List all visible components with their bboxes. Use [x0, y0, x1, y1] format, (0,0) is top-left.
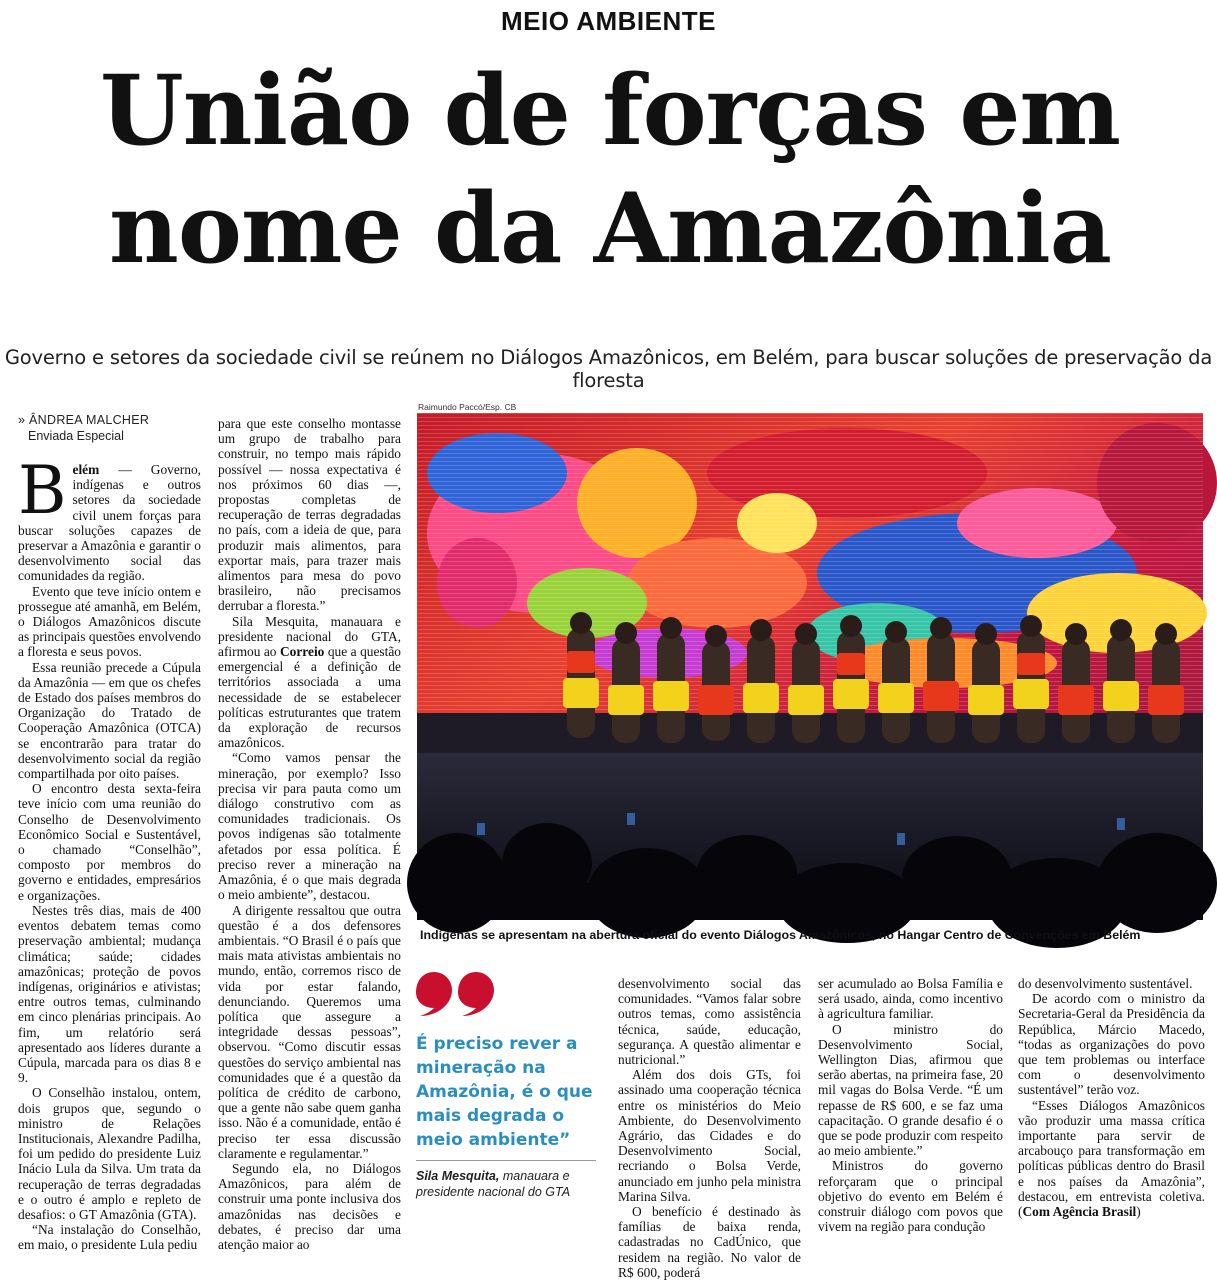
- quote-marks-icon: [416, 970, 496, 1023]
- article-paragraph: Essa reunião precede a Cúpula da Amazônia — em que os chefes de Estado dos países membros do Organização do Tratado de Cooperação Amazônica (OTCA) se encontrarão para tratar do desenvolvimento social da região compartilhada por oito países.: [18, 659, 201, 782]
- byline: [18, 412, 149, 444]
- article-paragraph: Ministros do governo reforçaram que o principal objetivo do evento em Belém é construir diálogo com povos que vivem na região para condução: [818, 1158, 1003, 1235]
- headline-line-2: nome da Amazônia: [109, 172, 1111, 285]
- article-column-5: [1018, 976, 1205, 1242]
- article-paragraph: do desenvolvimento sustentável.: [1018, 976, 1193, 991]
- article-paragraph: Belém — Governo, indígenas e outros setores da sociedade civil unem forças para buscar soluções capazes de preservar a Amazônia e garantir o desenvolvimento social das comunidades da região.: [18, 452, 201, 584]
- article-paragraph: “Esses Diálogos Amazônicos vão produzir uma massa crítica importante para servir de arcabouço para transformação em políticas públicas dentro do Brasil e nos países da Amazônia”, destacou, em entrevista coletiva. (Com Agência Brasil): [1018, 1097, 1205, 1220]
- article-paragraph: O Conselhão instalou, ontem, dois grupos que, segundo o ministro de Relações Institucionais, Alexandre Padilha, foi um pedido do presidente Luiz Inácio Lula da Silva. Um trata da recuperação de terras degradadas e o outro é amplo e repleto de desafios: o GT Amazônia (GTA).: [18, 1085, 201, 1222]
- stage-photo-illustration: [417, 413, 1203, 920]
- headline: [20, 52, 1200, 288]
- event-photo: [417, 413, 1203, 920]
- pull-quote-divider: [416, 1160, 596, 1161]
- pull-quote: É preciso rever a mineração na Amazônia, é o que mais degrada o meio ambiente”: [416, 1034, 593, 1150]
- headline-line-1: União de forças em: [100, 54, 1120, 167]
- article-paragraph: ser acumulado ao Bolsa Família e será usado, ainda, como incentivo à agricultura familiar.: [818, 976, 1003, 1022]
- author-role: Enviada Especial: [28, 429, 124, 443]
- author-name: » ÂNDREA MALCHER: [18, 413, 150, 427]
- drop-cap: B: [18, 452, 67, 529]
- article-paragraph: “Na instalação do Conselhão, em maio, o presidente Lula pediu: [18, 1222, 201, 1253]
- pull-quote-attribution: Sila Mesquita, manauara e presidente nacional do GTA: [416, 1169, 571, 1199]
- article-paragraph: Nestes três dias, mais de 400 eventos debatem temas como preservação ambiental; mudança climática; saúde; cidades amazônicas; proteção de povos indígenas, originários e ativistas; entre outros temas, culminando em cinco plenárias principais. Ao fim, um relatório será apresentado aos líderes durante a Cúpula, marcada para os dias 8 e 9.: [18, 902, 201, 1086]
- article-paragraph: De acordo com o ministro da Secretaria-Geral da Presidência da República, Márcio Macedo, “todas as organizações do povo que tem problemas ou interface com o desenvolvimento sustentável” terão voz.: [1018, 991, 1205, 1098]
- article-column-3: [618, 976, 801, 1280]
- article-column-1: [18, 452, 201, 1253]
- article-paragraph: Sila Mesquita, manauara e presidente nacional do GTA, afirmou ao Correio que a questão emergencial é a definição de territórios associada a uma necessidade de se estabelecer políticas estruturantes que tratem da exploração de recursos amazônicos.: [218, 613, 401, 751]
- article-paragraph: O ministro do Desenvolvimento Social, Wellington Dias, afirmou que serão abertas, na primeira fase, 20 mil vagas do Bolsa Verde. “É um repasse de R$ 600, e se faz uma capacitação. O grande desafio é o que se pode produzir com respeito ao meio ambiente.”: [818, 1021, 1003, 1159]
- article-paragraph: O benefício é destinado às famílias de baixa renda, cadastradas no CadÚnico, que residem na região. No valor de R$ 600, poderá: [618, 1204, 801, 1280]
- dateline: elém: [72, 462, 100, 477]
- article-paragraph: A dirigente ressaltou que outra questão é a dos defensores ambientais. “O Brasil é o país que mais mata ativistas ambientais no mundo, então, corremos risco de vida por estar falando, denunciando. Queremos uma política que assegure a integridade dessas pessoas”, observou. “Como discutir essas questões do serviço ambiental nas comunidades que é a questão da política de crédito de carbono, que a gente não sabe quem ganha isso. Não é a comunidade, então é preciso ter essa discussão claramente e regulamentar.”: [218, 902, 401, 1161]
- article-column-2: [218, 416, 401, 1252]
- photo-credit: Raimundo Paccó/Esp. CB: [418, 402, 517, 412]
- section-label: MEIO AMBIENTE: [501, 6, 716, 36]
- article-paragraph: Além dos dois GTs, foi assinado uma cooperação técnica entre os ministérios do Meio Ambiente, do Desenvolvimento Agrário, das Cidades e do Desenvolvimento Social, recriando o Bolsa Verde, anunciado em junho pela ministra Marina Silva.: [618, 1067, 801, 1204]
- article-paragraph: O encontro desta sexta-feira teve início com uma reunião do Conselho de Desenvolvimento Econômico Social e Sustentável, o chamado “Conselhão”, composto por membros do governo e entidades, empresários e organizações.: [18, 781, 201, 903]
- article-paragraph: “Como vamos pensar the mineração, por exemplo? Isso precisa vir para pauta como um diálogo construtivo com as comunidades tradicionais. Os povos indígenas são totalmente afetados por essa política. É preciso rever a mineração na Amazônia, é o que mais degrada o meio ambiente”, destacou.: [218, 750, 401, 903]
- article-paragraph: Segundo ela, no Diálogos Amazônicos, para além de construir uma ponte inclusiva dos amazônidas nas decisões e debates, é preciso dar uma atenção maior ao: [218, 1160, 401, 1252]
- article-paragraph: para que este conselho montasse um grupo de trabalho para construir, no tempo mais rápido possível — nossa expectativa é nos próximos 60 dias —, propostas completas de recuperação de terras degradadas no país, com a ideia de que, para produzir mais alimentos, para exportar mais, para trazer mais alimentos para mesa do povo brasileiro, não precisamos derrubar a floresta.”: [218, 416, 401, 614]
- article-paragraph: Evento que teve início ontem e prossegue até amanhã, em Belém, o Diálogos Amazônicos discute as principais questões envolvendo a floresta e seus povos.: [18, 583, 201, 660]
- article-paragraph: desenvolvimento social das comunidades. “Vamos falar sobre outros temas, como assistência técnica, saúde, educação, segurança. A questão alimentar e nutricional.”: [618, 976, 801, 1068]
- photo-caption: Indígenas se apresentam na abertura oficial do evento Diálogos Amazônicos, no Hangar Centro de Convenções em Belém: [420, 928, 1141, 942]
- subheadline: Governo e setores da sociedade civil se reúnem no Diálogos Amazônicos, em Belém, para buscar soluções de preservação da floresta: [4, 346, 1213, 392]
- article-column-4: [818, 976, 1003, 1242]
